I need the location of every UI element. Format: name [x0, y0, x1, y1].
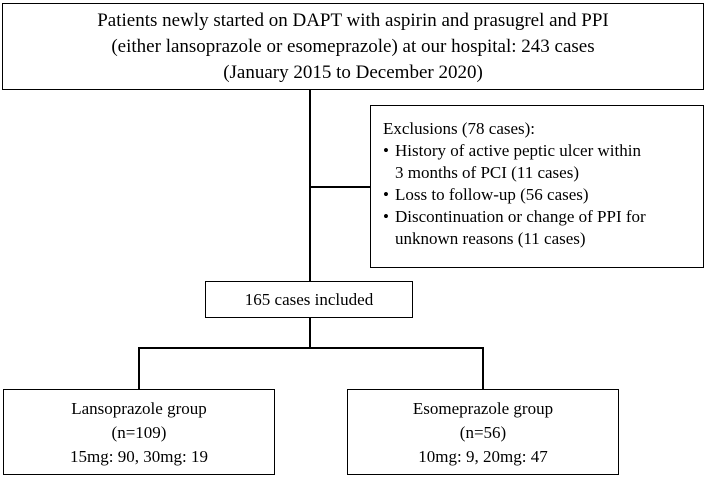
enrolled-line-3: (January 2015 to December 2020) — [223, 62, 483, 83]
lansoprazole-title: Lansoprazole group — [71, 399, 207, 418]
included-label: 165 cases included — [244, 290, 374, 309]
included-cases-box — [205, 281, 413, 318]
esomeprazole-group-box — [347, 389, 619, 475]
exclusion-text — [395, 140, 641, 184]
connector-to-esomeprazole — [482, 347, 484, 389]
lansoprazole-n: (n=109) — [111, 423, 167, 442]
lansoprazole-doses: 15mg: 90, 30mg: 19 — [70, 447, 208, 466]
esomeprazole-doses: 10mg: 9, 20mg: 47 — [418, 447, 548, 466]
enrolled-line-1: Patients newly started on DAPT with aspirin and prasugrel and PPI — [97, 10, 609, 31]
exclusion-line: History of active peptic ulcer within — [395, 141, 641, 160]
exclusions-box — [370, 105, 704, 268]
exclusions-title: Exclusions (78 cases): — [383, 119, 536, 138]
esomeprazole-title: Esomeprazole group — [412, 399, 554, 418]
exclusion-text — [395, 206, 646, 250]
exclusion-line-continued: 3 months of PCI (11 cases) — [395, 163, 579, 182]
exclusion-item — [383, 206, 693, 250]
lansoprazole-group-box — [3, 389, 275, 475]
exclusion-line-continued: unknown reasons (11 cases) — [395, 229, 586, 248]
bullet-glyph: • — [383, 141, 389, 160]
exclusion-line: Loss to follow-up (56 cases) — [395, 185, 589, 204]
enrolled-line-2: (either lansoprazole or esomeprazole) at our hospital: 243 cases — [111, 36, 595, 57]
exclusion-text — [395, 184, 589, 206]
connector-to-exclusions — [309, 186, 370, 188]
bullet-glyph: • — [383, 185, 389, 204]
esomeprazole-n: (n=56) — [459, 423, 507, 442]
bullet-glyph: • — [383, 207, 389, 226]
connector-to-lansoprazole — [138, 347, 140, 389]
exclusion-item — [383, 140, 693, 184]
connector-horizontal-split — [138, 347, 483, 349]
enrolled-patients-box — [2, 3, 704, 90]
exclusion-item — [383, 184, 693, 206]
exclusion-line: Discontinuation or change of PPI for — [395, 207, 646, 226]
connector-included-down — [309, 318, 311, 347]
